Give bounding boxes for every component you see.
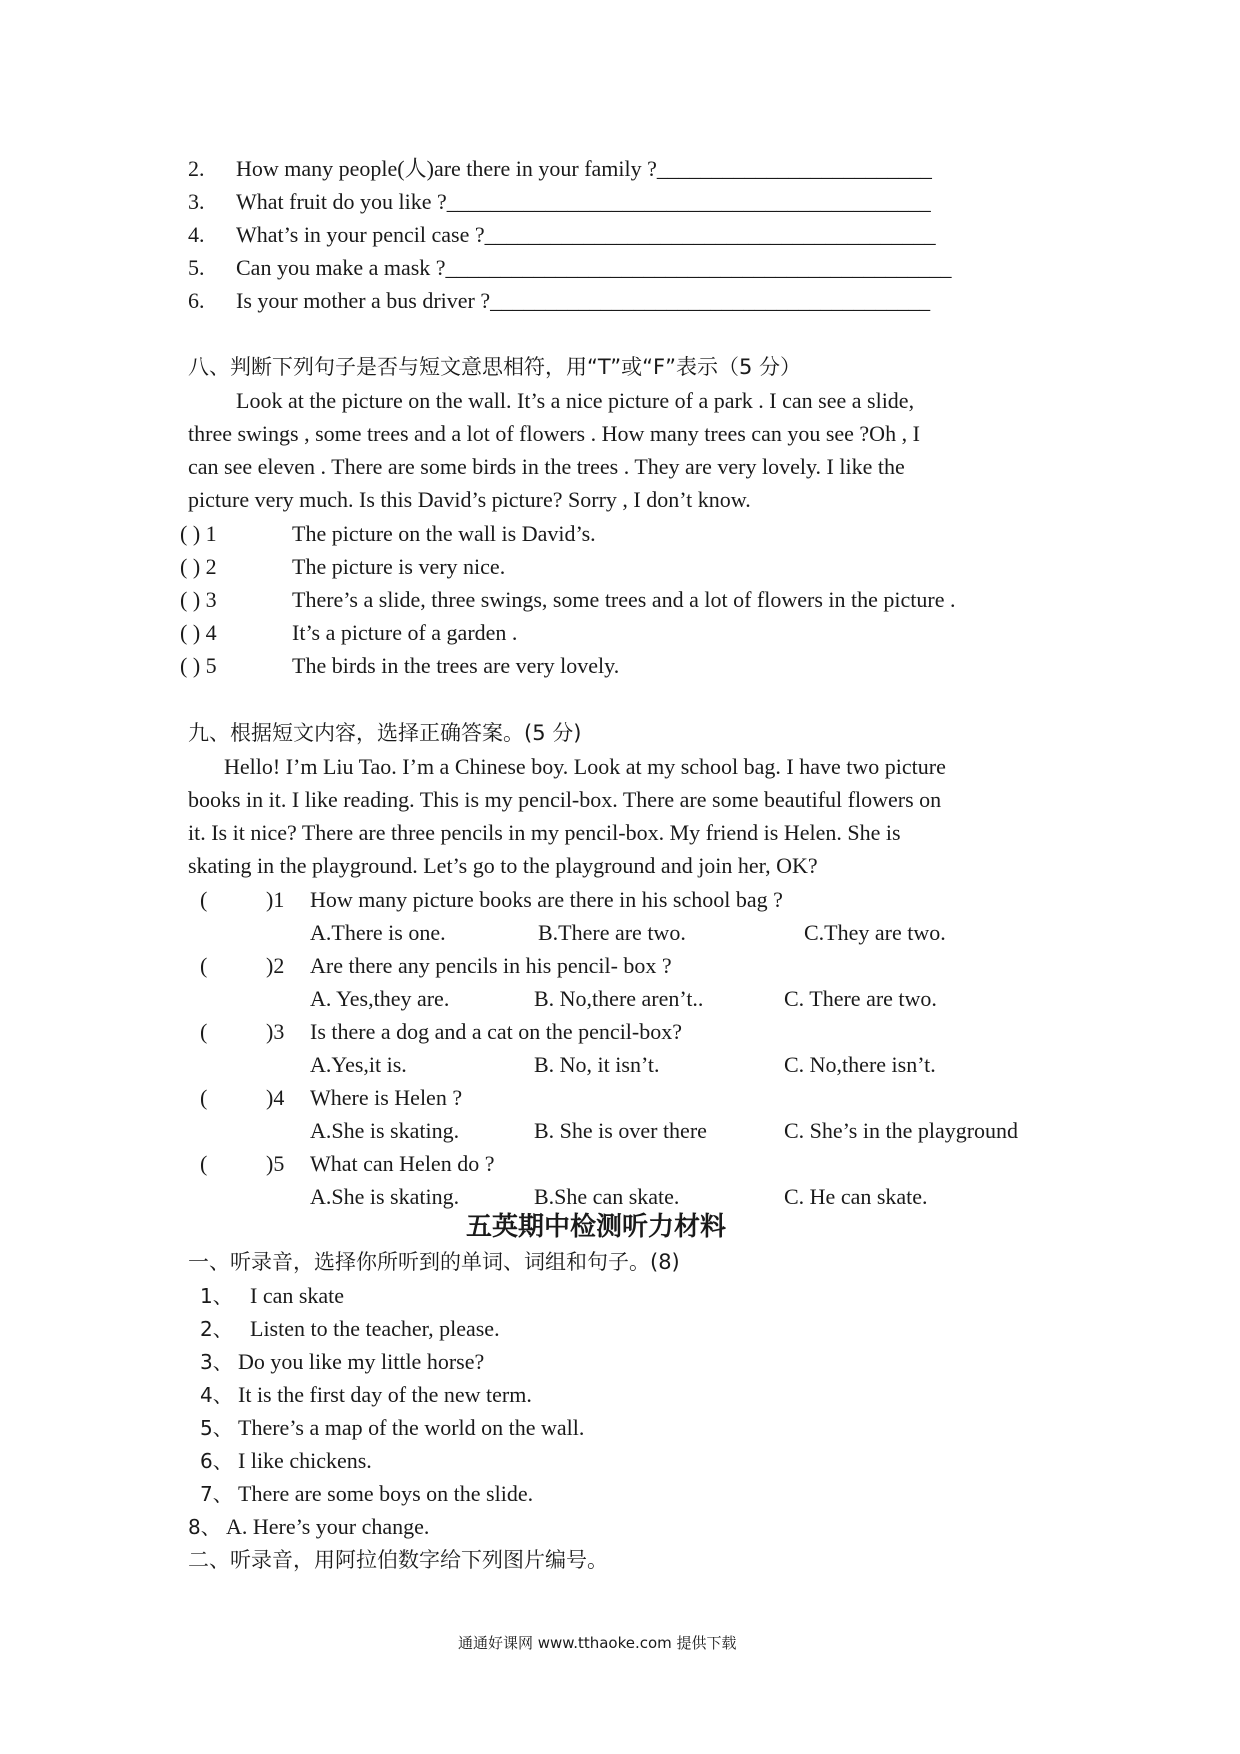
passage-line: picture very much. Is this David’s picture? Sorry , I don’t know.	[188, 487, 751, 512]
option-a: A. Yes,they are.	[310, 986, 450, 1011]
item-text: A. Here’s your change.	[226, 1514, 430, 1539]
question-text: What can Helen do ?	[310, 1151, 495, 1176]
option-a: A.There is one.	[310, 920, 446, 945]
answer-blank[interactable]: ( ) 4	[180, 620, 217, 645]
item-number: 5、	[200, 1416, 233, 1440]
option-b: B.She can skate.	[534, 1184, 680, 1209]
answer-blank[interactable]: (	[200, 1151, 208, 1176]
item-text: There’s a slide, three swings, some trees and a lot of flowers in the picture .	[292, 587, 956, 612]
question-number: )1	[266, 887, 285, 912]
option-c: C. No,there isn’t.	[784, 1052, 936, 1077]
item-number: 3、	[200, 1350, 233, 1374]
question-text: Is there a dog and a cat on the pencil-box?	[310, 1019, 683, 1044]
answer-blank[interactable]: ( ) 5	[180, 653, 217, 678]
passage-line: books in it. I like reading. This is my pencil-box. There are some beautiful flowers on	[188, 787, 942, 812]
question-text: Are there any pencils in his pencil- box ?	[310, 953, 672, 978]
passage-line: skating in the playground. Let’s go to the playground and join her, OK?	[188, 853, 818, 878]
item-number: 1、	[200, 1284, 233, 1308]
answer-blank[interactable]: ( ) 3	[180, 587, 217, 612]
passage-line: three swings , some trees and a lot of flowers . How many trees can you see ?Oh , I	[188, 421, 920, 446]
section-9-heading: 九、根据短文内容，选择正确答案。(5 分)	[188, 721, 582, 745]
passage-line: can see eleven . There are some birds in the trees . They are very lovely. I like the	[188, 454, 905, 479]
section-8-heading: 八、判断下列句子是否与短文意思相符，用“T”或“F”表示（5 分）	[188, 355, 801, 379]
question-text: What’s in your pencil case ?_________________________________________	[236, 222, 936, 247]
option-a: A.Yes,it is.	[310, 1052, 407, 1077]
option-c: C. There are two.	[784, 986, 937, 1011]
item-text: I like chickens.	[238, 1448, 372, 1473]
option-a: A.She is skating.	[310, 1184, 460, 1209]
item-text: The picture on the wall is David’s.	[292, 521, 596, 546]
answer-blank[interactable]: (	[200, 953, 208, 978]
option-a: A.She is skating.	[310, 1118, 460, 1143]
answer-blank[interactable]: ( ) 2	[180, 554, 217, 579]
listening-title: 五英期中检测听力材料	[466, 1212, 727, 1242]
passage-line: it. Is it nice? There are three pencils in my pencil-box. My friend is Helen. She is	[188, 820, 901, 845]
question-number: 6.	[188, 288, 205, 313]
answer-blank[interactable]: (	[200, 1085, 208, 1110]
question-number: )3	[266, 1019, 285, 1044]
option-b: B. No, it isn’t.	[534, 1052, 660, 1077]
item-text: Do you like my little horse?	[238, 1349, 485, 1374]
question-text: How many people(人)are there in your family ?_________________________	[236, 156, 932, 181]
item-text: It’s a picture of a garden .	[292, 620, 518, 645]
question-text: Where is Helen ?	[310, 1085, 463, 1110]
question-text: Is your mother a bus driver ?________________________________________	[236, 288, 931, 313]
option-c: C. She’s in the playground	[784, 1118, 1019, 1143]
item-text: The picture is very nice.	[292, 554, 506, 579]
item-text: The birds in the trees are very lovely.	[292, 653, 620, 678]
option-b: B. She is over there	[534, 1118, 707, 1143]
passage-line: Hello! I’m Liu Tao. I’m a Chinese boy. Look at my school bag. I have two picture	[224, 754, 946, 779]
option-c: C. He can skate.	[784, 1184, 928, 1209]
question-text: How many picture books are there in his school bag ?	[310, 887, 783, 912]
listening-part2-heading: 二、听录音，用阿拉伯数字给下列图片编号。	[188, 1548, 608, 1572]
item-text: Listen to the teacher, please.	[250, 1316, 500, 1341]
item-number: 7、	[200, 1482, 233, 1506]
footer-credit: 通通好课网 www.tthaoke.com 提供下载	[458, 1634, 737, 1652]
question-number: 3.	[188, 189, 205, 214]
option-b: B.There are two.	[538, 920, 686, 945]
question-text: What fruit do you like ?____________________________________________	[236, 189, 931, 214]
answer-blank[interactable]: ( ) 1	[180, 521, 217, 546]
option-c: C.They are two.	[804, 920, 946, 945]
question-number: )5	[266, 1151, 285, 1176]
item-number: 4、	[200, 1383, 233, 1407]
item-number: 6、	[200, 1449, 233, 1473]
question-number: )4	[266, 1085, 285, 1110]
question-text: Can you make a mask ?______________________________________________	[236, 255, 952, 280]
question-number: 2.	[188, 156, 205, 181]
question-number: )2	[266, 953, 285, 978]
item-text: There’s a map of the world on the wall.	[238, 1415, 585, 1440]
item-number: 8、	[188, 1515, 221, 1539]
item-text: There are some boys on the slide.	[238, 1481, 534, 1506]
answer-blank[interactable]: (	[200, 887, 208, 912]
question-number: 5.	[188, 255, 205, 280]
answer-blank[interactable]: (	[200, 1019, 208, 1044]
item-text: It is the first day of the new term.	[238, 1382, 532, 1407]
question-number: 4.	[188, 222, 205, 247]
item-text: I can skate	[250, 1283, 345, 1308]
listening-part1-heading: 一、听录音，选择你所听到的单词、词组和句子。(8)	[188, 1250, 680, 1274]
option-b: B. No,there aren’t..	[534, 986, 704, 1011]
passage-line: Look at the picture on the wall. It’s a nice picture of a park . I can see a slide,	[236, 388, 915, 413]
item-number: 2、	[200, 1317, 233, 1341]
